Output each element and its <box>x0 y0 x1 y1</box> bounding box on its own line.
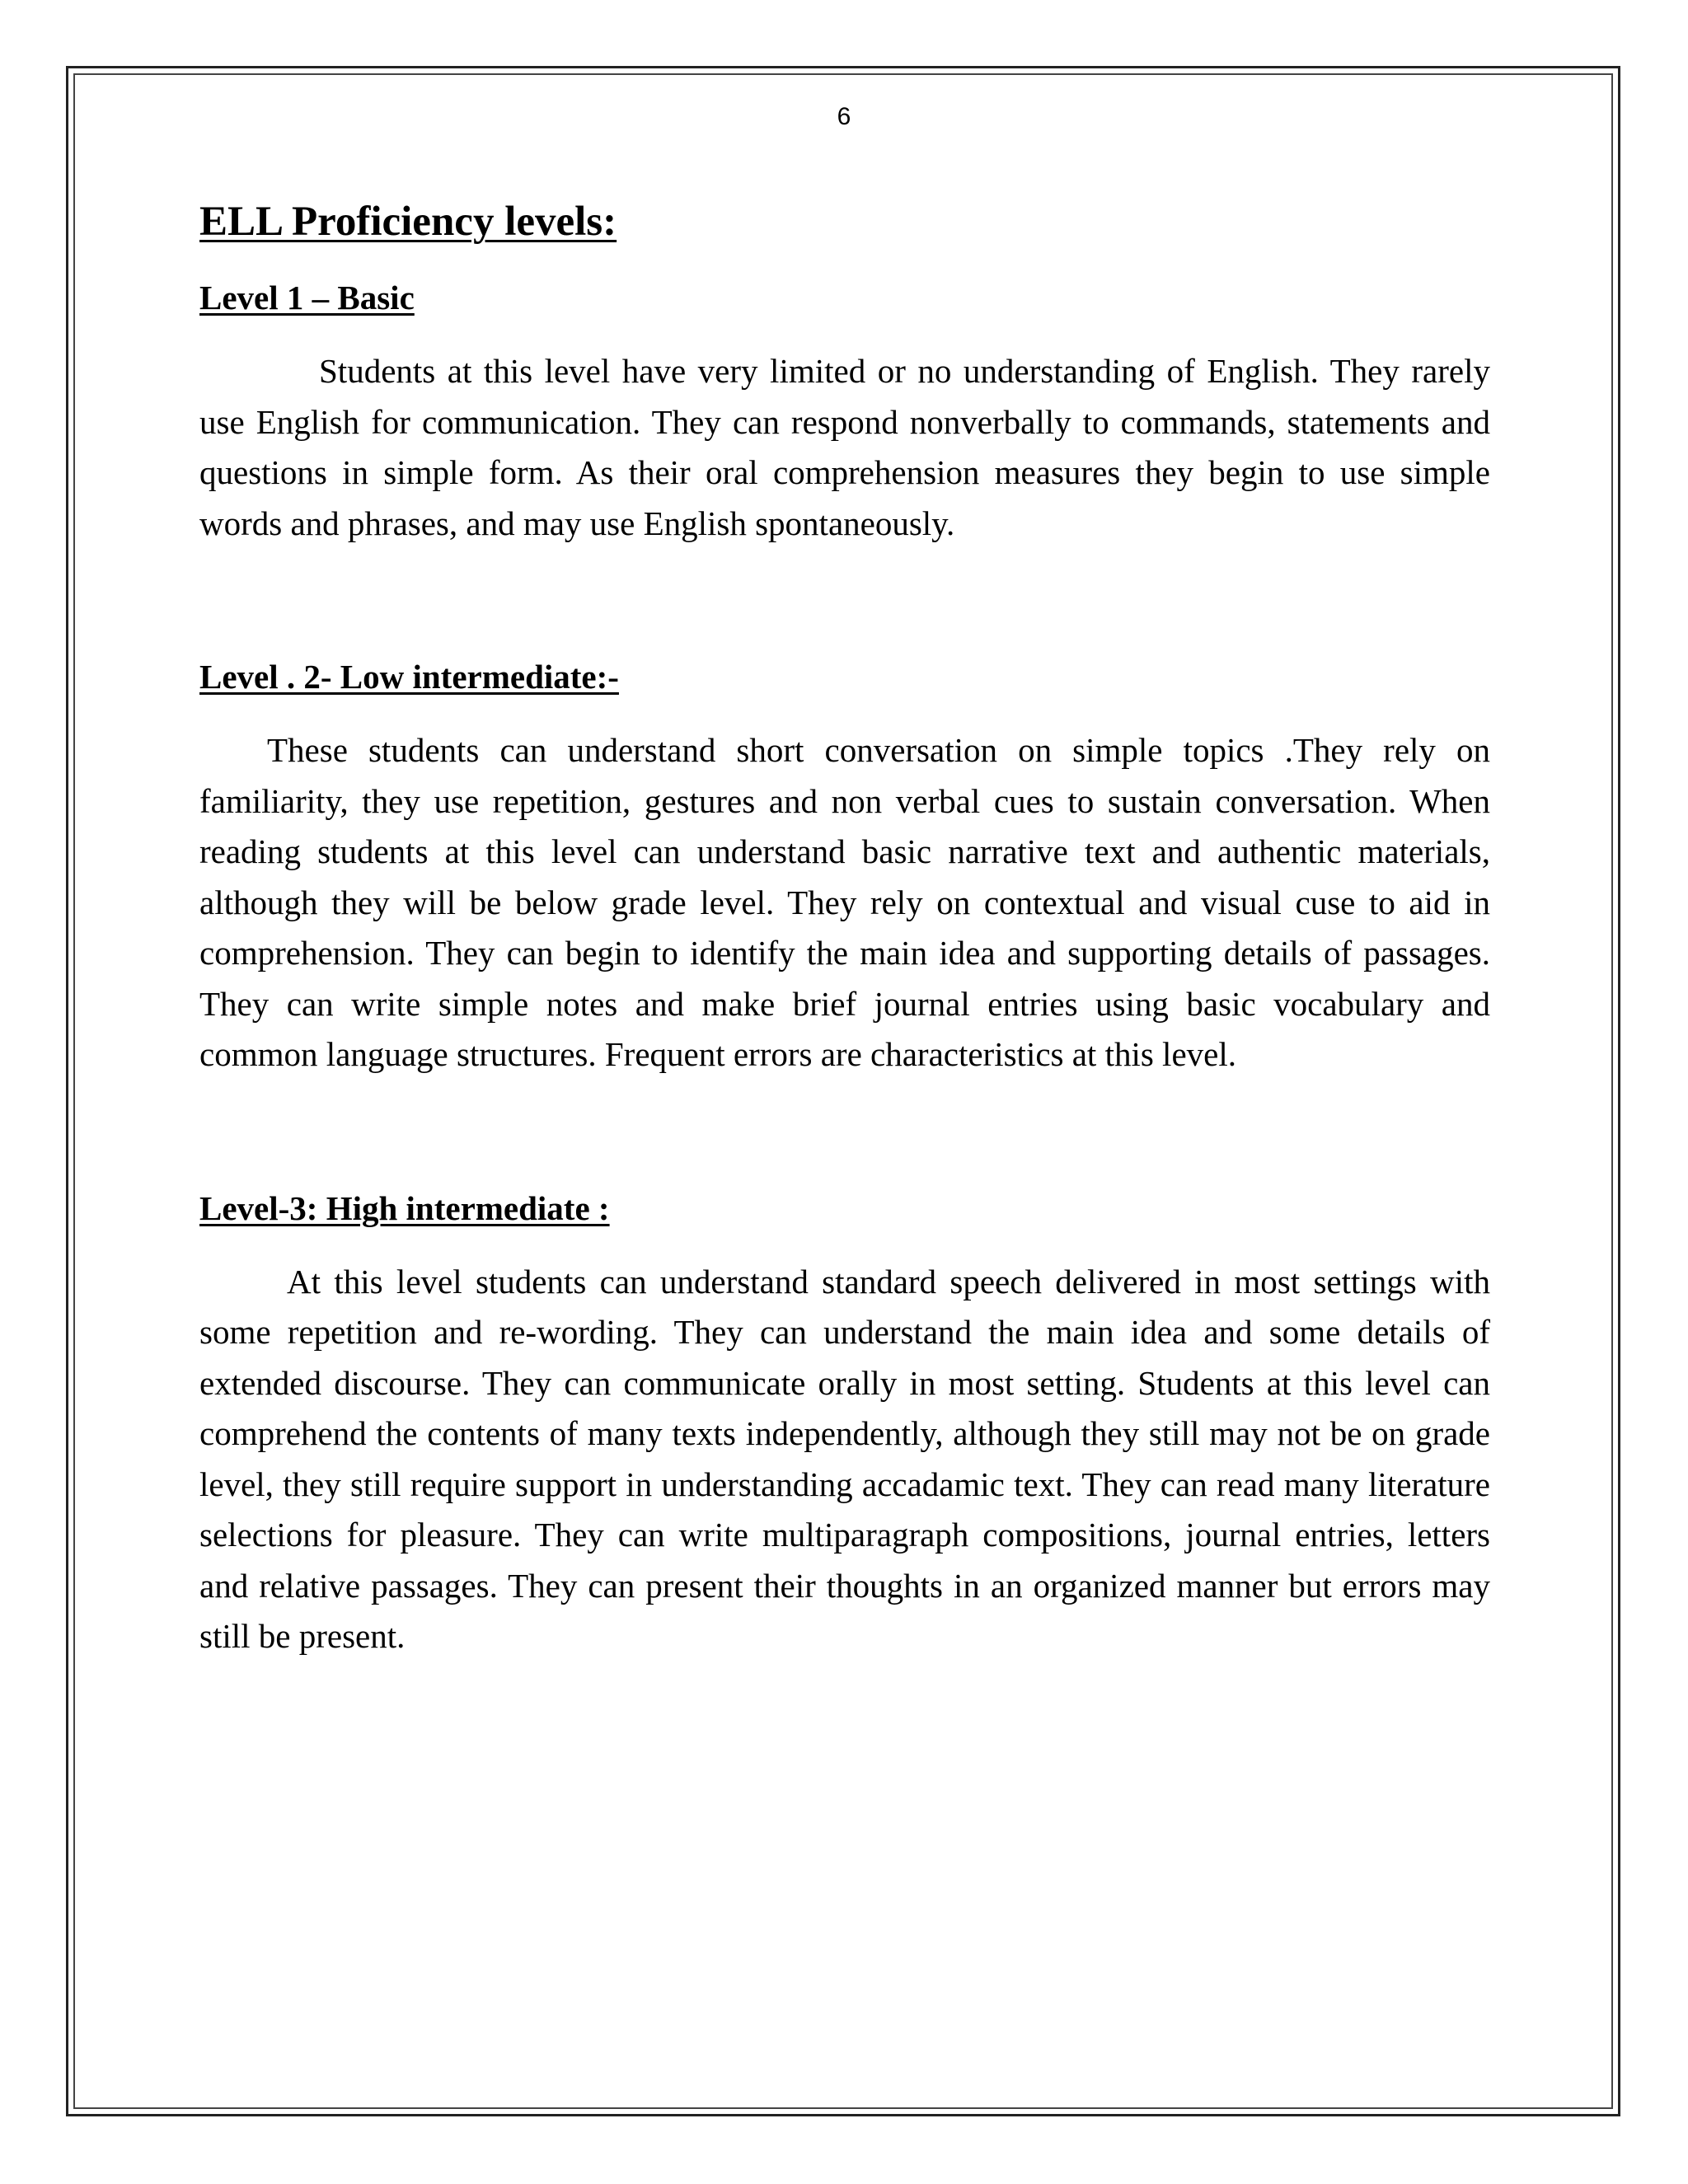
document-body <box>199 196 1490 1662</box>
section-heading-level-1: Level 1 – Basic <box>199 279 415 316</box>
section-body-level-2: These students can understand short conversation on simple topics .They rely on familiarity, they use repetition, gestures and non verbal cues to sustain conversation. When reading students at this level can understand basic narrative text and authentic materials, although they will be below grade level. They rely on contextual and visual cuse to aid in comprehension. They can begin to identify the main idea and supporting details of passages. They can write simple notes and make brief journal entries using basic vocabulary and common language structures. Frequent errors are characteristics at this level. <box>199 731 1490 1073</box>
section-heading-level-2: Level . 2- Low intermediate:- <box>199 658 619 696</box>
section-heading-level-3: Level-3: High intermediate : <box>199 1188 610 1227</box>
document-title: ELL Proficiency levels: <box>199 199 617 245</box>
page-number: 6 <box>837 103 851 130</box>
section-body-level-1: Students at this level have very limited or no understanding of English. They rarely use English for communication. They can respond nonverbally to commands, statements and questions in simple form. As their oral comprehension measures they begin to use simple words and phrases, and may use English spontaneously. <box>199 352 1490 542</box>
section-body-level-3: At this level students can understand standard speech delivered in most settings with some repetition and re-wording. They can understand the main idea and some details of extended discourse. They can communicate orally in most setting. Students at this level can comprehend the contents of many texts independently, although they still may not be on grade level, they still require support in understanding accadamic text. They can read many literature selections for pleasure. They can write multiparagraph compositions, journal entries, letters and relative passages. They can present their thoughts in an organized manner but errors may still be present. <box>199 1262 1490 1655</box>
